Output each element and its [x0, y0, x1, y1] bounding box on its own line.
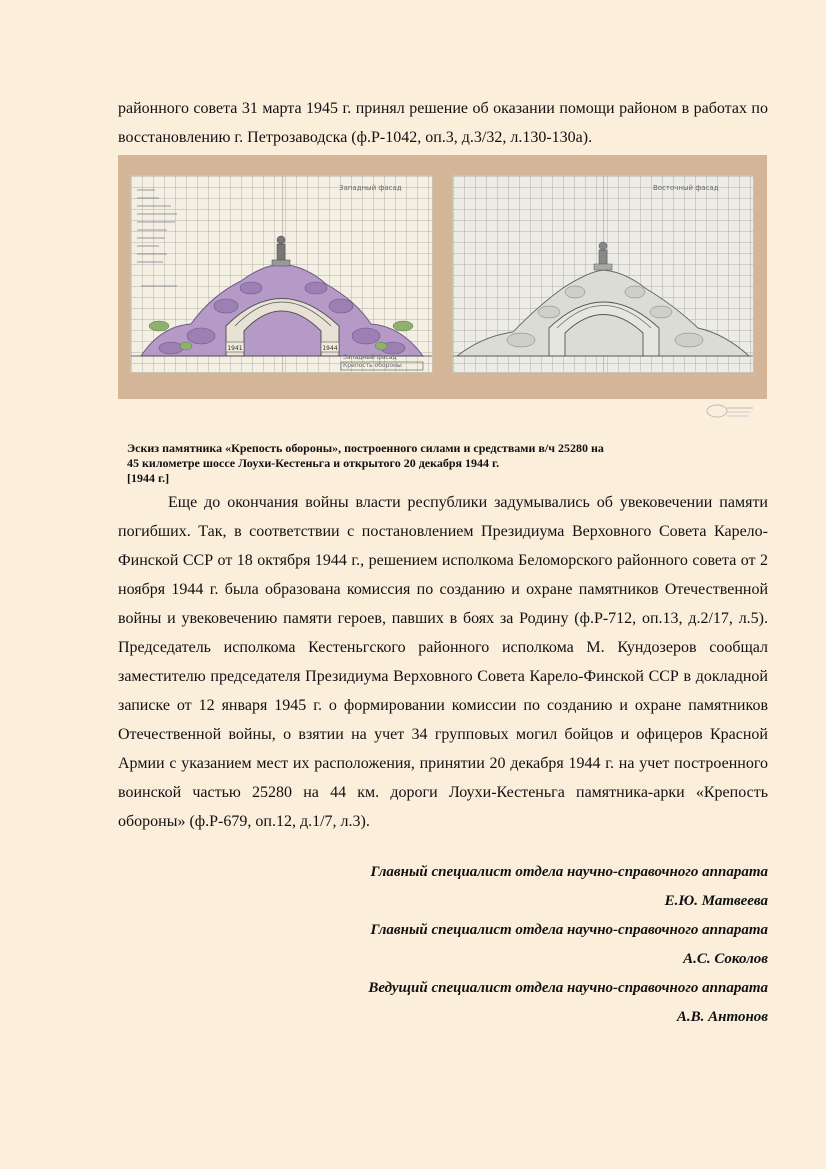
caption-line-1: Эскиз памятника «Крепость обороны», построенного силами и средствами в/ч 25280 на — [127, 441, 604, 455]
arch-year-left: 1941 — [227, 345, 243, 352]
signature-name-3: А.В. Антонов — [676, 1009, 768, 1025]
signature-position-2: Главный специалист отдела научно-справочного аппарата — [370, 922, 768, 938]
signature-position-3: Ведущий специалист отдела научно-справочного аппарата — [368, 980, 768, 996]
signature-name-2: А.С. Соколов — [683, 951, 768, 967]
figure-caption — [127, 441, 747, 486]
sketch-sheet-east — [452, 175, 754, 373]
signature-name-1: Е.Ю. Матвеева — [664, 893, 768, 909]
west-stamp-line-2: Крепость обороны — [343, 362, 402, 369]
arch-year-right: 1944 — [322, 345, 338, 352]
caption-line-3: [1944 г.] — [127, 471, 170, 485]
caption-line-2: 45 километре шоссе Лоухи-Кестеньга и открытого 20 декабря 1944 г. — [127, 456, 500, 470]
east-facade-heading: Восточный фасад — [653, 184, 719, 192]
monument-sketch-figure — [118, 155, 767, 399]
west-stamp-line-1: Западный фасад — [343, 354, 397, 361]
archive-logo-watermark — [705, 402, 755, 420]
paragraph-main: Еще до окончания войны власти республики задумывались об увековечении памяти погибших. Так, в соответствии с постановлением Президиума Верховного Совета Карело-Финской ССР от 18 октября 1944 г., решением исполкома Беломорского районного совета от 2 ноября 1944 г. была образована комиссия по созданию и охране памятников Отечественной войны и увековечению памяти героев, павших в боях за Родину (ф.Р-712, оп.13, д.2/17, л.5). Председатель исполкома Кестеньгского районного исполкома М. Кундозеров сообщал заместителю председателя Президиума Верховного Совета Карело-Финской ССР в докладной записке от 12 января 1945 г. о формировании комиссии по созданию и охране памятников Отечественной войны, о взятии на учет 34 групповых могил бойцов и офицеров Красной Армии с указанием мест их расположения, принятии 20 декабря 1944 г. на учет построенного воинской частью 25280 на 44 км. дороги Лоухи-Кестеньга памятника-арки «Крепость обороны» (ф.Р-679, оп.12, д.1/7, л.3). — [118, 494, 768, 830]
west-facade-heading: Западный фасад — [339, 184, 402, 192]
west-facade-drawing — [131, 176, 432, 372]
sketch-sheet-west — [130, 175, 433, 373]
east-facade-drawing — [453, 176, 753, 372]
signature-position-1: Главный специалист отдела научно-справочного аппарата — [370, 864, 768, 880]
paragraph-intro: районного совета 31 марта 1945 г. принял решение об оказании помощи районом в работах по восстановлению г. Петрозаводска (ф.Р-1042, оп.3, д.3/32, л.130-130а). — [118, 100, 768, 146]
